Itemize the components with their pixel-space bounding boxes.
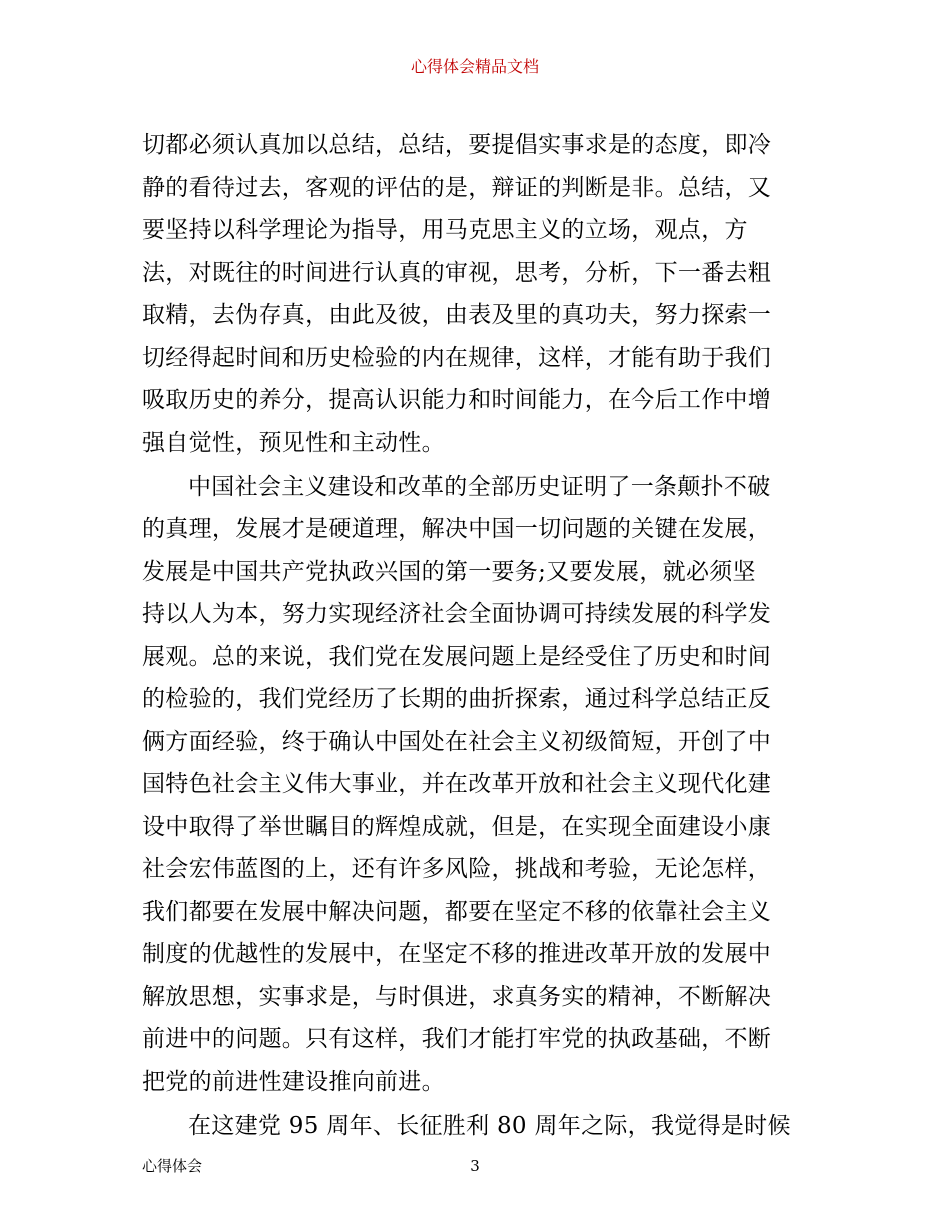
text-line: 社会宏伟蓝图的上，还有许多风险，挑战和考验，无论怎样， — [142, 856, 772, 882]
text-line: 我们都要在发展中解决问题，都要在坚定不移的依靠社会主义 — [142, 898, 772, 925]
text-line: 取精，去伪存真，由此及彼，由表及里的真功夫，努力探索一 — [142, 302, 772, 328]
text-line: 中国社会主义建设和改革的全部历史证明了一条颠扑不破 — [188, 473, 771, 500]
text-line: 设中取得了举世瞩目的辉煌成就，但是，在实现全面建设小康 — [142, 813, 772, 840]
document-body — [142, 124, 814, 1147]
paragraph-2 — [142, 466, 814, 1104]
paragraph-1 — [142, 124, 814, 464]
text-line: 发展是中国共产党执政兴国的第一要务;又要发展，就必须坚 — [142, 558, 756, 585]
text-line: 的真理，发展才是硬道理，解决中国一切问题的关键在发展， — [142, 516, 772, 542]
page-header-title: 心得体会精品文档 — [410, 57, 539, 76]
text-line: 的检验的，我们党经历了长期的曲折探索，通过科学总结正反 — [142, 686, 772, 712]
paragraph-3 — [142, 1105, 814, 1148]
text-line: 切经得起时间和历史检验的内在规律，这样，才能有助于我们 — [142, 344, 772, 371]
text-line: 法，对既往的时间进行认真的审视，思考，分析，下一番去粗 — [142, 259, 772, 286]
text-line: 俩方面经验，终于确认中国处在社会主义初级简短，开创了中 — [142, 728, 772, 755]
text-line: 在这建党 95 周年、长征胜利 80 周年之际，我觉得是时候 — [188, 1112, 791, 1139]
text-line: 解放思想，实事求是，与时俱进，求真务实的精神，不断解决 — [142, 983, 772, 1010]
page-number: 3 — [470, 1157, 480, 1175]
text-line: 持以人为本，努力实现经济社会全面协调可持续发展的科学发 — [142, 601, 772, 627]
footer-label: 心得体会 — [142, 1157, 203, 1175]
text-line: 切都必须认真加以总结，总结，要提倡实事求是的态度，即冷 — [142, 132, 772, 158]
text-line: 静的看待过去，客观的评估的是，辩证的判断是非。总结，又 — [142, 174, 772, 201]
text-line: 国特色社会主义伟大事业，并在改革开放和社会主义现代化建 — [142, 771, 772, 797]
text-line: 吸取历史的养分，提高认识能力和时间能力，在今后工作中增 — [142, 387, 772, 413]
text-line: 制度的优越性的发展中，在坚定不移的推进改革开放的发展中 — [142, 941, 772, 967]
text-line: 把党的前进性建设推向前进。 — [142, 1068, 445, 1095]
text-line: 要坚持以科学理论为指导，用马克思主义的立场，观点，方 — [142, 217, 748, 243]
text-line: 展观。总的来说，我们党在发展问题上是经受住了历史和时间 — [142, 643, 772, 670]
text-line: 强自觉性，预见性和主动性。 — [142, 429, 445, 456]
text-line: 前进中的问题。只有这样，我们才能打牢党的执政基础，不断 — [142, 1026, 772, 1052]
